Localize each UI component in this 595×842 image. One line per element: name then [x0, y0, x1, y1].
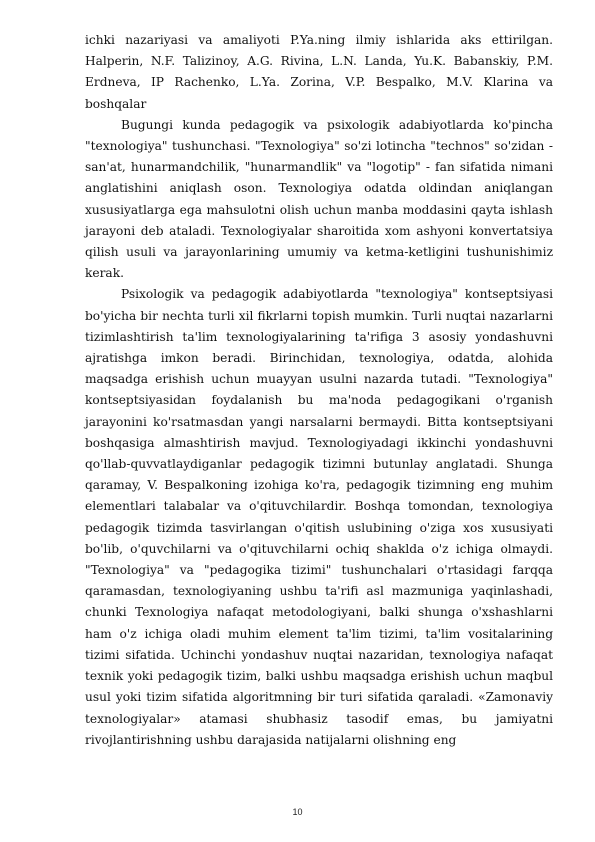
- paragraph-technology-definition: Bugungi kunda pedagogik va psixologik adabiyotlarda ko'pincha "texnologiya" tushunchasi. "Texnologiya" so'zi lotincha "technos" so'zidan - san'at, hunarmandchilik, "hunarmandlik" va "logotip" - fan sifatida nimani anglatishini aniqlash oson. Texnologiya odatda oldindan aniqlangan xususiyatlarga ega mahsulotni olish uchun manba moddasini qayta ishlash jarayoni deb ataladi. Texnologiyalar sharoitida xom ashyoni konvertatsiya qilish usuli va jarayonlarining umumiy va ketma-ketligini tushunishimiz kerak.: [85, 117, 553, 281]
- paragraph-technology-approaches: Psixologik va pedagogik adabiyotlarda "texnologiya" kontseptsiyasi bo'yicha bir nechta turli xil fikrlarni topish mumkin. Turli nuqtai nazarlarni tizimlashtirish ta'lim texnologiyalarining ta'rifiga 3 asosiy yondashuvni ajratishga imkon beradi. Birinchidan, texnologiya, odatda, alohida maqsadga erishish uchun muayyan usulni nazarda tutadi. "Texnologiya" kontseptsiyasidan foydalanish bu ma'noda pedagogikani o'rganish jarayonini ko'rsatmasdan yangi narsalarni bermaydi. Bitta kontseptsiyani boshqasiga almashtirish mavjud. Texnologiyadagi ikkinchi yondashuvni qo'llab-quvvatlaydiganlar pedagogik tizimni butunlay anglatadi. Shunga qaramay, V. Bespalkoning izohiga ko'ra, pedagogik tizimning eng muhim elementlari talabalar va o'qituvchilardir. Boshqa tomondan, texnologiya pedagogik tizimda tasvirlangan o'qitish uslubining o'ziga xos xususiyati bo'lib, o'quvchilarni va o'qituvchilarni ochiq shaklda o'z ichiga olmaydi. "Texnologiya" va "pedagogika tizimi" tushunchalari o'rtasidagi farqqa qaramasdan, texnologiyaning ushbu ta'rifi asl mazmuniga yaqinlashadi, chunki Texnologiya nafaqat metodologiyani, balki shunga o'xshashlarni ham o'z ichiga oladi muhim element ta'lim tizimi, ta'lim vositalarining tizimi sifatida. Uchinchi yondashuv nuqtai nazaridan, texnologiya nafaqat texnik yoki pedagogik tizim, balki ushbu maqsadga erishish uchun maqbul usul yoki tizim sifatida algoritmning bir turi sifatida qaraladi. «Zamonaviy texnologiyalar» atamasi shubhasiz tasodif emas, bu jamiyatni rivojlantirishning ushbu darajasida natijalarni olishning eng: [85, 287, 553, 747]
- body-text: [85, 30, 553, 751]
- page-number: 10: [292, 807, 303, 817]
- paragraph-continuation: ichki nazariyasi va amaliyoti P.Ya.ning ilmiy ishlarida aks ettirilgan. Halperin, N.F. Talizinoy, A.G. Rivina, L.N. Landa, Yu.K. Babanskiy, P.M. Erdneva, IP Rachenko, L.Ya. Zorina, V.P. Bespalko, M.V. Klarina va boshqalar: [85, 33, 553, 111]
